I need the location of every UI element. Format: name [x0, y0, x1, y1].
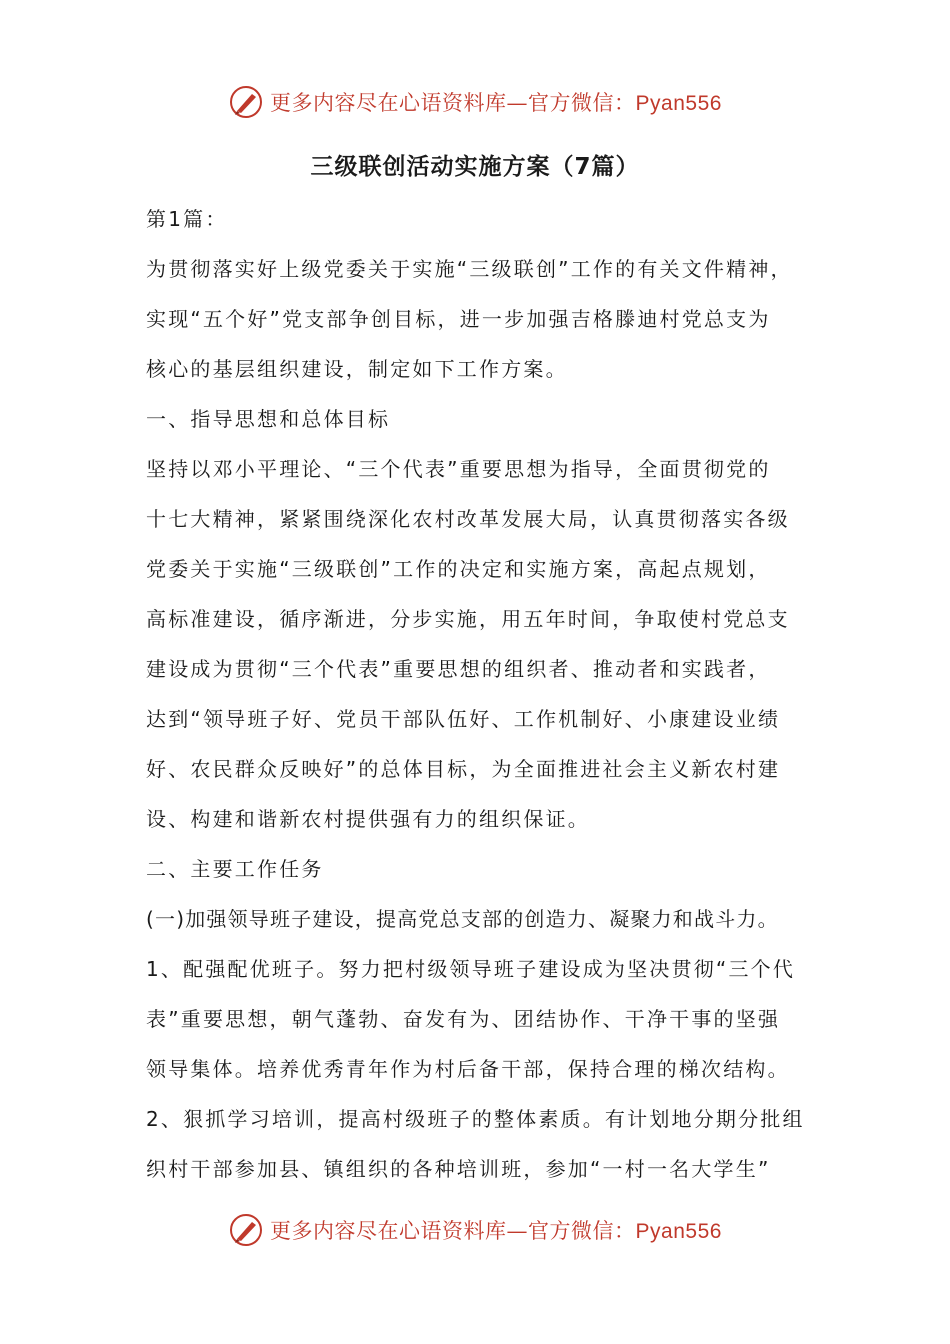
document-body	[146, 196, 826, 1196]
text-line: 表”重要思想，朝气蓬勃、奋发有为、团结协作、干净干事的坚强	[146, 1007, 781, 1031]
text-line: 党委关于实施“三级联创”工作的决定和实施方案，高起点规划，	[146, 557, 771, 581]
text-line: 1、配强配优班子。努力把村级领导班子建设成为坚决贯彻“三个代	[146, 957, 796, 981]
text-line: 十七大精神，紧紧围绕深化农村改革发展大局，认真贯彻落实各级	[146, 507, 790, 531]
text-line: 建设成为贯彻“三个代表”重要思想的组织者、推动者和实践者，	[146, 657, 771, 681]
banner-wechat-id: Pyan556	[635, 1220, 722, 1243]
text-line: 2、狠抓学习培训，提高村级班子的整体素质。有计划地分期分批组	[146, 1107, 805, 1131]
text-line: 实现“五个好”党支部争创目标，进一步加强吉格滕迪村党总支为	[146, 307, 771, 331]
text-line: 达到“领导班子好、党员干部队伍好、工作机制好、小康建设业绩	[146, 707, 781, 731]
document-title: 三级联创活动实施方案（7篇）	[310, 154, 640, 180]
text-line: 好、农民群众反映好”的总体目标，为全面推进社会主义新农村建	[146, 757, 781, 781]
text-line: 织村干部参加县、镇组织的各种培训班，参加“一村一名大学生”	[146, 1157, 771, 1181]
watermark-banner-top	[0, 82, 950, 122]
banner-wechat-id: Pyan556	[635, 92, 722, 115]
text-line: 为贯彻落实好上级党委关于实施“三级联创”工作的有关文件精神，	[146, 257, 793, 281]
banner-text: 更多内容尽在心语资料库—官方微信：	[270, 1219, 636, 1243]
section-heading: 一、指导思想和总体目标	[146, 407, 391, 431]
text-line: 设、构建和谐新农村提供强有力的组织保证。	[146, 807, 590, 831]
text-line: (一)加强领导班子建设，提高党总支部的创造力、凝聚力和战斗力。	[146, 907, 779, 931]
pen-logo-icon	[228, 84, 264, 120]
section-heading: 二、主要工作任务	[146, 857, 324, 881]
banner-text: 更多内容尽在心语资料库—官方微信：	[270, 91, 636, 115]
text-line: 核心的基层组织建设，制定如下工作方案。	[146, 357, 568, 381]
text-line: 坚持以邓小平理论、“三个代表”重要思想为指导，全面贯彻党的	[146, 457, 771, 481]
pen-logo-icon	[228, 1212, 264, 1248]
text-line: 高标准建设，循序渐进，分步实施，用五年时间，争取使村党总支	[146, 607, 790, 631]
text-line: 领导集体。培养优秀青年作为村后备干部，保持合理的梯次结构。	[146, 1057, 790, 1081]
text-line: 第1篇：	[146, 207, 228, 231]
watermark-banner-bottom	[0, 1210, 950, 1250]
